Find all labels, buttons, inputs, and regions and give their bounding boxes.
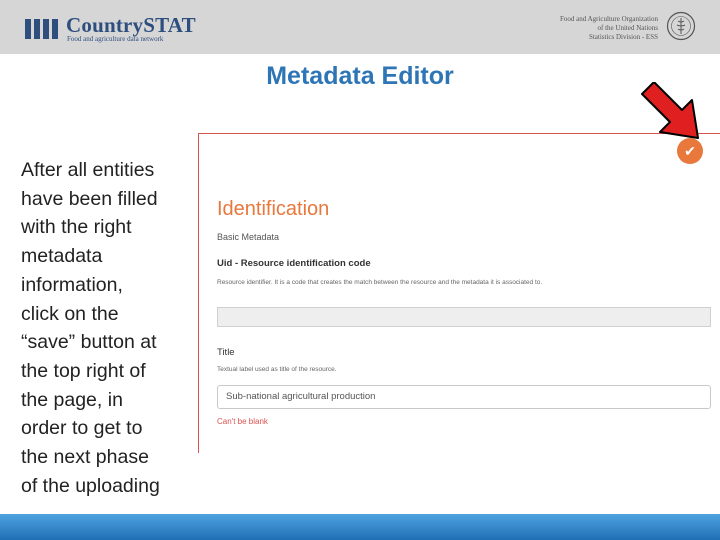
instruction-line: the next phase <box>21 446 149 469</box>
org-line-3: Statistics Division - ESS <box>588 33 658 41</box>
instruction-line: click on the <box>21 302 119 325</box>
fao-emblem-icon <box>666 11 696 41</box>
instruction-line: metadata <box>21 245 103 268</box>
title-input[interactable]: Sub-national agricultural production <box>217 385 711 409</box>
uid-label: Uid - Resource identification code <box>217 258 371 269</box>
brand-tagline: Food and agriculture data network <box>67 35 164 43</box>
instruction-line: order to get to <box>21 417 143 440</box>
organization-name <box>560 15 658 42</box>
slide-title: Metadata Editor <box>266 62 454 90</box>
instruction-text <box>21 156 191 500</box>
slide-header <box>0 0 720 54</box>
check-icon: ✔ <box>684 143 696 159</box>
uid-help-text: Resource identifier. It is a code that creates the match between the resource and the metadata it is associated to. <box>217 279 543 286</box>
brand-name: CountrySTAT <box>66 13 196 37</box>
instruction-line: of the uploading <box>21 474 160 497</box>
instruction-line: the page, in <box>21 388 123 411</box>
org-line-2: of the United Nations <box>597 24 658 32</box>
section-subtitle: Basic Metadata <box>217 232 280 242</box>
instruction-line: After all entities <box>21 159 155 181</box>
countrystat-logo-icon <box>25 19 58 39</box>
instruction-line: have been filled <box>21 187 158 210</box>
metadata-editor-screenshot <box>198 133 720 453</box>
pointer-arrow-icon <box>640 82 708 142</box>
title-label: Title <box>217 347 235 358</box>
instruction-line: with the right <box>21 216 132 239</box>
section-title: Identification <box>217 198 330 220</box>
uid-input[interactable] <box>217 307 711 327</box>
title-help-text: Textual label used as title of the resource. <box>217 366 337 373</box>
org-line-1: Food and Agriculture Organization <box>559 15 658 23</box>
title-error-text: Can't be blank <box>217 417 268 426</box>
slide-footer-bar <box>0 514 720 540</box>
instruction-line: information, <box>21 273 123 296</box>
instruction-line: the top right of <box>21 359 146 382</box>
instruction-line: “save” button at <box>21 331 157 354</box>
